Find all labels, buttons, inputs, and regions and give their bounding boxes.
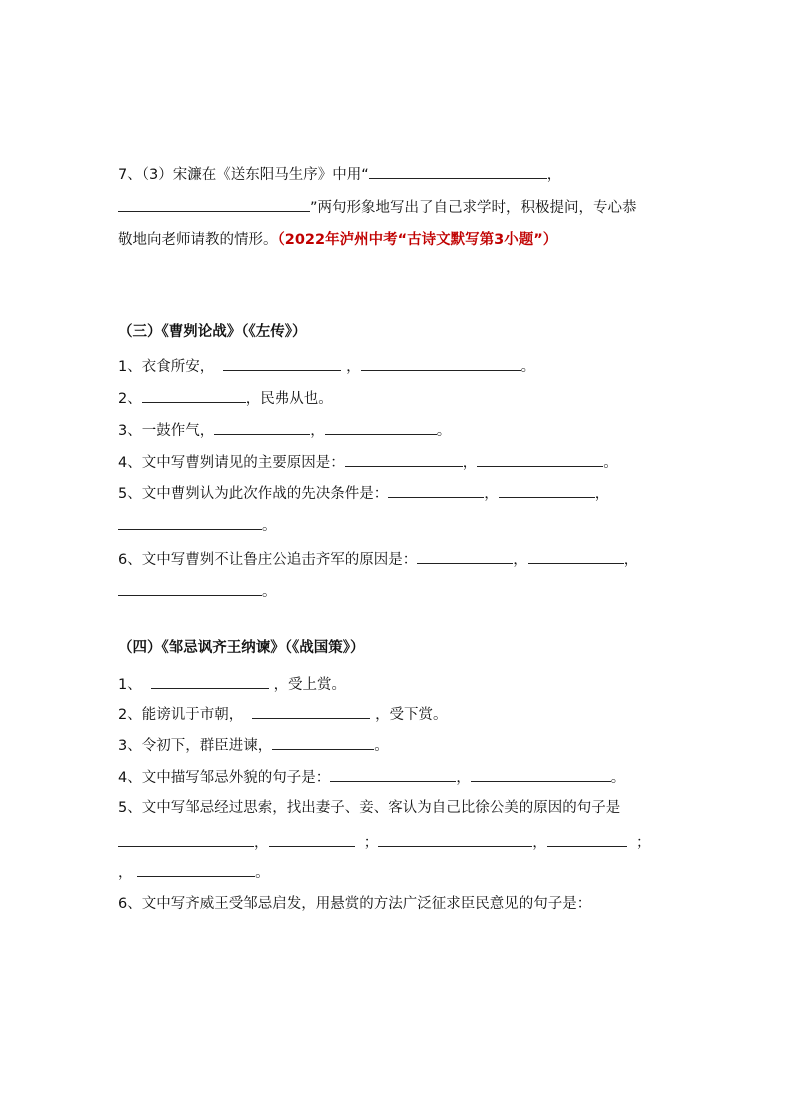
s3-item-5-num: 5、	[118, 486, 142, 502]
s3-item-5-period: 。	[262, 518, 277, 534]
s3-item-4-text: 文中写曹刿请见的主要原因是：	[141, 455, 345, 471]
s4-item-5-period: 。	[255, 865, 270, 881]
s3-item-6-blank-2[interactable]	[528, 549, 624, 564]
s3-item-6-comma-1: ，	[513, 552, 528, 568]
s3-item-4-blank-2[interactable]	[477, 452, 603, 467]
s4-item-3-period: 。	[374, 738, 389, 754]
s3-item-6-cont	[118, 581, 277, 602]
s3-item-6-num: 6、	[118, 552, 142, 568]
s4-item-5-blank-2[interactable]	[269, 832, 355, 847]
s4-item-3-blank-1[interactable]	[272, 735, 374, 750]
s3-item-5-cont	[118, 515, 277, 536]
s4-item-4-comma: ，	[456, 770, 471, 786]
s4-item-2	[118, 704, 448, 725]
s4-item-4	[118, 767, 625, 788]
s4-item-5-blank-4[interactable]	[547, 832, 627, 847]
s3-item-5-comma-2: ，	[594, 486, 610, 502]
s4-item-3-text: 令初下，群臣进谏，	[141, 738, 273, 754]
q7-text-1: 7、（3）宋濂在《送东阳马生序》中用“	[118, 167, 369, 183]
s3-item-3-comma: ，	[310, 423, 325, 439]
s3-item-3	[118, 420, 451, 441]
s3-item-1-comma: ，	[346, 359, 361, 375]
s3-item-4	[118, 452, 618, 473]
q7-blank-2[interactable]	[118, 197, 310, 212]
s4-item-1-blank-1[interactable]	[151, 674, 269, 689]
s3-item-2-num: 2、	[118, 391, 142, 407]
s4-item-5-comma-1: ，	[254, 835, 269, 851]
s3-item-5-blank-1[interactable]	[388, 483, 484, 498]
q7-line-1	[118, 164, 561, 185]
s4-item-3-num: 3、	[118, 738, 142, 754]
s3-item-1-blank-1[interactable]	[223, 356, 341, 371]
s4-item-3	[118, 735, 389, 756]
s3-item-1-text: 衣食所安，	[141, 359, 215, 375]
s3-item-5	[118, 483, 609, 504]
s4-item-6-num: 6、	[118, 896, 142, 912]
s4-item-2-text: 能谤讥于市朝，	[141, 707, 244, 723]
s3-item-1-num: 1、	[118, 359, 142, 375]
s4-item-5-cont-2	[118, 862, 270, 883]
s3-item-2-blank-1[interactable]	[142, 388, 246, 403]
section4-heading: （四）《邹忌讽齐王纳谏》（《战国策》）	[118, 640, 365, 656]
s3-item-1-period: 。	[520, 359, 536, 375]
s4-item-4-blank-2[interactable]	[471, 767, 611, 782]
s3-item-1-blank-2[interactable]	[361, 356, 521, 371]
s3-item-5-text: 文中曹刿认为此次作战的先决条件是：	[141, 486, 389, 502]
s4-item-5-semicolon-1: ；	[363, 835, 379, 851]
s4-item-2-blank-1[interactable]	[252, 704, 370, 719]
s4-item-1-num: 1、	[118, 677, 142, 693]
s3-item-5-blank-3[interactable]	[118, 515, 262, 530]
s4-item-4-period: 。	[610, 770, 626, 786]
s4-item-5-comma-2: ，	[532, 835, 547, 851]
s3-item-3-text: 一鼓作气，	[141, 423, 215, 439]
s3-item-3-period: 。	[436, 423, 452, 439]
s4-item-5-blank-3[interactable]	[378, 832, 532, 847]
s4-item-4-text: 文中描写邹忌外貌的句子是：	[141, 770, 331, 786]
s3-item-6-comma-2: ，	[623, 552, 639, 568]
s3-item-3-blank-2[interactable]	[325, 420, 437, 435]
s4-item-6	[118, 894, 591, 914]
s3-item-4-num: 4、	[118, 455, 142, 471]
s4-item-2-num: 2、	[118, 707, 142, 723]
s3-item-4-period: 。	[603, 455, 618, 471]
s3-item-6	[118, 549, 638, 570]
s4-item-1	[118, 674, 346, 695]
s3-item-3-num: 3、	[118, 423, 142, 439]
s3-item-2-text: ，民弗从也。	[245, 391, 333, 407]
s4-item-5-blank-5[interactable]	[137, 862, 255, 877]
s3-item-4-blank-1[interactable]	[345, 452, 463, 467]
q7-line-3	[118, 230, 557, 250]
s3-item-6-blank-3[interactable]	[118, 581, 262, 596]
s3-item-3-blank-1[interactable]	[214, 420, 310, 435]
s4-item-4-blank-1[interactable]	[330, 767, 456, 782]
s3-item-1	[118, 356, 535, 377]
s4-item-6-text: 文中写齐威王受邹忌启发，用悬赏的方法广泛征求臣民意见的句子是：	[141, 896, 592, 912]
s4-item-5-cont-1	[118, 832, 650, 853]
s4-item-5-semicolon-2: ；	[635, 835, 651, 851]
s3-item-5-blank-2[interactable]	[499, 483, 595, 498]
q7-line-2	[118, 197, 637, 218]
s3-item-6-text: 文中写曹刿不让鲁庄公追击齐军的原因是：	[141, 552, 418, 568]
s4-item-5	[118, 798, 620, 818]
q7-text-3: 敬地向老师请教的情形。	[118, 232, 278, 248]
q7-text-2: ”两句形象地写出了自己求学时，积极提问，专心恭	[310, 200, 637, 216]
s3-item-5-comma-1: ，	[484, 486, 499, 502]
s3-item-6-blank-1[interactable]	[417, 549, 513, 564]
s4-item-2-tail: ，受下赏。	[375, 707, 448, 723]
s3-item-2	[118, 388, 333, 409]
q7-source-note: （2022年泸州中考“古诗文默写第3小题”）	[277, 232, 558, 248]
s4-item-5-blank-1[interactable]	[118, 832, 254, 847]
section3-heading: （三）《曹刿论战》（《左传》）	[118, 324, 307, 340]
s4-item-5-num: 5、	[118, 800, 142, 816]
s3-item-6-period: 。	[262, 584, 277, 600]
q7-comma: ，	[546, 167, 562, 183]
s4-item-4-num: 4、	[118, 770, 142, 786]
q7-blank-1[interactable]	[369, 164, 547, 179]
s4-item-1-text: ，受上赏。	[273, 677, 347, 693]
s3-item-4-comma: ，	[462, 455, 478, 471]
s4-item-5-text: 文中写邹忌经过思索，找出妻子、妾、客认为自己比徐公美的原因的句子是	[141, 800, 621, 816]
s4-item-5-comma-3: ，	[118, 865, 133, 881]
